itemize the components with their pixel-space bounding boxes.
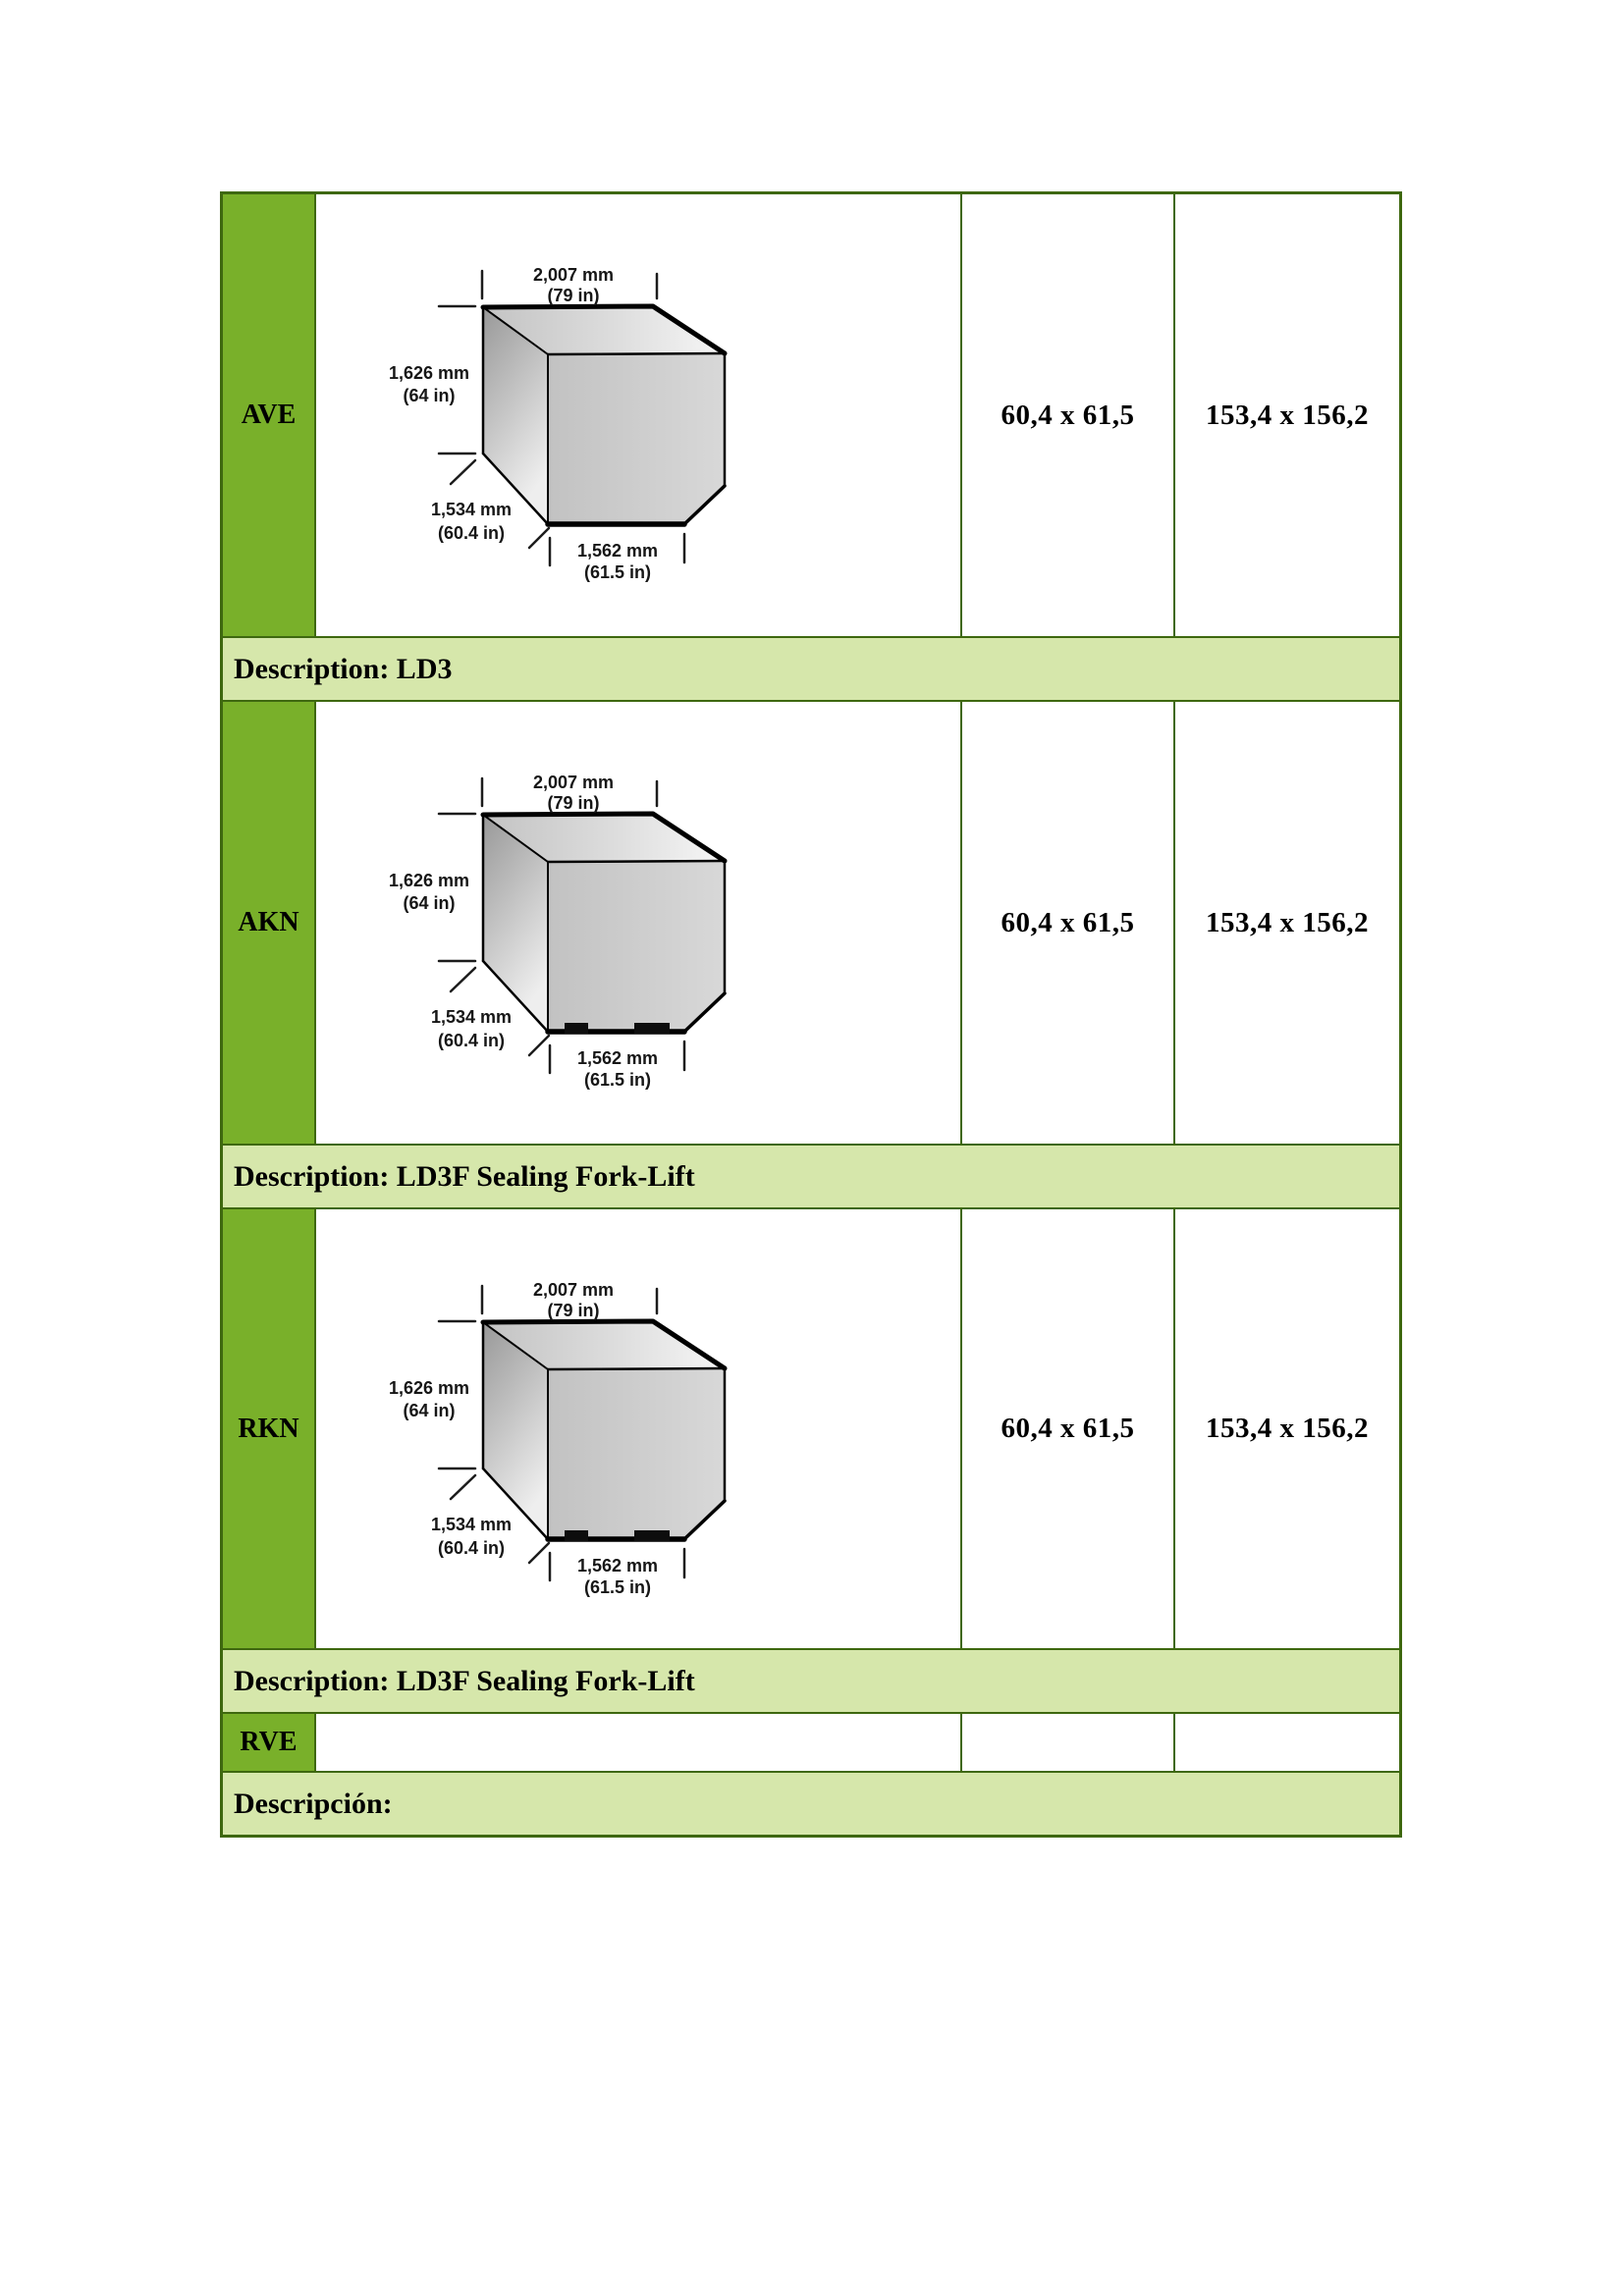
description-label: Descripción:: [234, 1787, 393, 1820]
dimension-value-cell: [1175, 702, 1399, 1144]
description-row: [223, 1771, 1399, 1835]
dimension-value: 60,4 x 61,5: [1001, 906, 1135, 938]
dim-label-bottom-mm: 1,562 mm: [576, 1048, 659, 1068]
dim-label-bottom-left-in: (60.4 in): [437, 523, 506, 543]
dim-label-bottom-mm: 1,562 mm: [576, 541, 659, 561]
ld3-container-diagram: [373, 735, 844, 1118]
dim-label-bottom-in: (61.5 in): [583, 562, 652, 582]
description-row: [223, 1648, 1399, 1714]
dim-label-left-mm: 1,626 mm: [388, 871, 470, 890]
table-row-rve: [223, 1714, 1399, 1771]
description-label: Description: LD3F Sealing Fork-Lift: [234, 1159, 695, 1193]
dimension-value: 153,4 x 156,2: [1206, 906, 1369, 938]
dimension-value: 153,4 x 156,2: [1206, 1413, 1369, 1444]
uld-code-label: AVE: [241, 400, 297, 430]
diagram-cell: [316, 1209, 962, 1648]
diagram-cell: [316, 194, 962, 636]
description-label: Description: LD3: [234, 652, 453, 685]
dimension-value-cell: [1175, 194, 1399, 636]
dim-label-top-mm: 2,007 mm: [532, 265, 615, 285]
dim-label-left-in: (64 in): [403, 893, 456, 913]
diagram-cell-empty: [316, 1714, 962, 1771]
dim-label-left-in: (64 in): [403, 386, 456, 405]
dimension-value: 60,4 x 61,5: [1001, 1413, 1135, 1444]
dim-label-bottom-left-mm: 1,534 mm: [430, 500, 513, 519]
dimension-value-cell: [1175, 1714, 1399, 1771]
uld-code-label: RVE: [240, 1727, 298, 1757]
dim-label-left-mm: 1,626 mm: [388, 363, 470, 383]
dim-label-bottom-left-mm: 1,534 mm: [430, 1515, 513, 1534]
table-row-ave: [223, 194, 1399, 636]
dimension-value-cell: [1175, 1209, 1399, 1648]
uld-code-cell: [223, 702, 316, 1144]
uld-code-cell: [223, 1209, 316, 1648]
uld-code-label: RKN: [238, 1413, 299, 1444]
dim-label-left-mm: 1,626 mm: [388, 1378, 470, 1398]
ld3-container-diagram: [373, 1243, 844, 1626]
description-label: Description: LD3F Sealing Fork-Lift: [234, 1664, 695, 1697]
dim-label-top-in: (79 in): [547, 286, 600, 305]
dimension-value-cell: [962, 702, 1175, 1144]
table-row-rkn: [223, 1209, 1399, 1648]
dim-label-bottom-in: (61.5 in): [583, 1577, 652, 1597]
dim-label-bottom-left-in: (60.4 in): [437, 1031, 506, 1050]
description-row: [223, 1144, 1399, 1209]
table-row-akn: [223, 702, 1399, 1144]
dimension-value: 60,4 x 61,5: [1001, 399, 1135, 431]
dim-label-bottom-mm: 1,562 mm: [576, 1556, 659, 1575]
dim-label-left-in: (64 in): [403, 1401, 456, 1420]
uld-spec-table: [220, 191, 1402, 1838]
dimension-value: 153,4 x 156,2: [1206, 399, 1369, 431]
dimension-value-cell: [962, 1714, 1175, 1771]
dim-label-bottom-in: (61.5 in): [583, 1070, 652, 1090]
diagram-cell: [316, 702, 962, 1144]
uld-code-cell: [223, 1714, 316, 1771]
dim-label-bottom-left-in: (60.4 in): [437, 1538, 506, 1558]
dim-label-top-in: (79 in): [547, 793, 600, 813]
dim-label-top-mm: 2,007 mm: [532, 1280, 615, 1300]
description-row: [223, 636, 1399, 702]
dimension-value-cell: [962, 1209, 1175, 1648]
ld3-container-diagram: [373, 228, 844, 611]
dimension-value-cell: [962, 194, 1175, 636]
dim-label-top-in: (79 in): [547, 1301, 600, 1320]
uld-code-label: AKN: [238, 907, 299, 937]
dim-label-top-mm: 2,007 mm: [532, 773, 615, 792]
uld-code-cell: [223, 194, 316, 636]
dim-label-bottom-left-mm: 1,534 mm: [430, 1007, 513, 1027]
